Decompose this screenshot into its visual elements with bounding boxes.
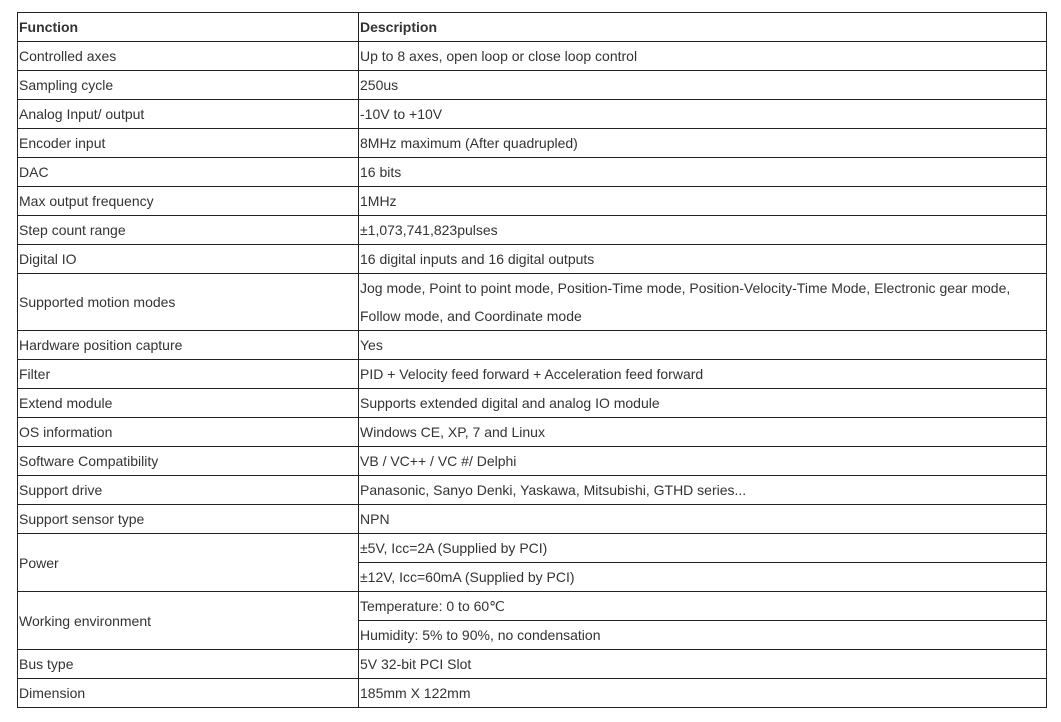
description-cell: Up to 8 axes, open loop or close loop control [359, 42, 1047, 71]
table-row [18, 592, 1047, 621]
table-row [18, 418, 1047, 447]
description-cell: -10V to +10V [359, 100, 1047, 129]
function-cell: Step count range [18, 216, 359, 245]
table-row [18, 187, 1047, 216]
table-row [18, 216, 1047, 245]
description-cell: 16 digital inputs and 16 digital outputs [359, 245, 1047, 274]
function-cell: Extend module [18, 389, 359, 418]
table-row [18, 476, 1047, 505]
function-cell: Digital IO [18, 245, 359, 274]
function-cell: OS information [18, 418, 359, 447]
description-cell: PID + Velocity feed forward + Acceleration feed forward [359, 360, 1047, 389]
function-cell: Controlled axes [18, 42, 359, 71]
description-cell: Temperature: 0 to 60℃ [359, 592, 1047, 621]
description-cell: Yes [359, 331, 1047, 360]
description-cell: Jog mode, Point to point mode, Position-Time mode, Position-Velocity-Time Mode, Electronic gear mode, Follow mode, and Coordinate mode [359, 274, 1047, 331]
table-row [18, 42, 1047, 71]
table-row [18, 447, 1047, 476]
description-cell: 1MHz [359, 187, 1047, 216]
table-row [18, 650, 1047, 679]
description-cell: NPN [359, 505, 1047, 534]
description-cell: ±12V, Icc=60mA (Supplied by PCI) [359, 563, 1047, 592]
description-cell: 250us [359, 71, 1047, 100]
function-cell: Support sensor type [18, 505, 359, 534]
function-cell: Filter [18, 360, 359, 389]
table-row [18, 71, 1047, 100]
function-cell: Analog Input/ output [18, 100, 359, 129]
description-cell: VB / VC++ / VC #/ Delphi [359, 447, 1047, 476]
table-row [18, 360, 1047, 389]
table-row [18, 274, 1047, 331]
column-header-function: Function [18, 13, 359, 42]
function-cell: Bus type [18, 650, 359, 679]
column-header-description: Description [359, 13, 1047, 42]
description-cell: 8MHz maximum (After quadrupled) [359, 129, 1047, 158]
specification-table [17, 12, 1047, 708]
description-cell: 16 bits [359, 158, 1047, 187]
description-cell: Supports extended digital and analog IO module [359, 389, 1047, 418]
function-cell: Support drive [18, 476, 359, 505]
description-cell: 185mm X 122mm [359, 679, 1047, 708]
function-cell: Dimension [18, 679, 359, 708]
description-cell: Windows CE, XP, 7 and Linux [359, 418, 1047, 447]
description-cell: ±5V, Icc=2A (Supplied by PCI) [359, 534, 1047, 563]
description-cell: Panasonic, Sanyo Denki, Yaskawa, Mitsubishi, GTHD series... [359, 476, 1047, 505]
table-header-row [18, 13, 1047, 42]
table-row [18, 129, 1047, 158]
table-row [18, 534, 1047, 563]
spec-table-container [17, 12, 1047, 708]
function-cell: Max output frequency [18, 187, 359, 216]
table-row [18, 679, 1047, 708]
table-row [18, 331, 1047, 360]
function-cell: Software Compatibility [18, 447, 359, 476]
function-cell: Sampling cycle [18, 71, 359, 100]
function-cell: Encoder input [18, 129, 359, 158]
function-cell: Supported motion modes [18, 274, 359, 331]
function-cell: Hardware position capture [18, 331, 359, 360]
description-cell: ±1,073,741,823pulses [359, 216, 1047, 245]
function-cell: DAC [18, 158, 359, 187]
table-row [18, 100, 1047, 129]
table-row [18, 158, 1047, 187]
table-row [18, 505, 1047, 534]
function-cell: Working environment [18, 592, 359, 650]
table-row [18, 389, 1047, 418]
function-cell: Power [18, 534, 359, 592]
description-cell: 5V 32-bit PCI Slot [359, 650, 1047, 679]
description-cell: Humidity: 5% to 90%, no condensation [359, 621, 1047, 650]
table-row [18, 245, 1047, 274]
